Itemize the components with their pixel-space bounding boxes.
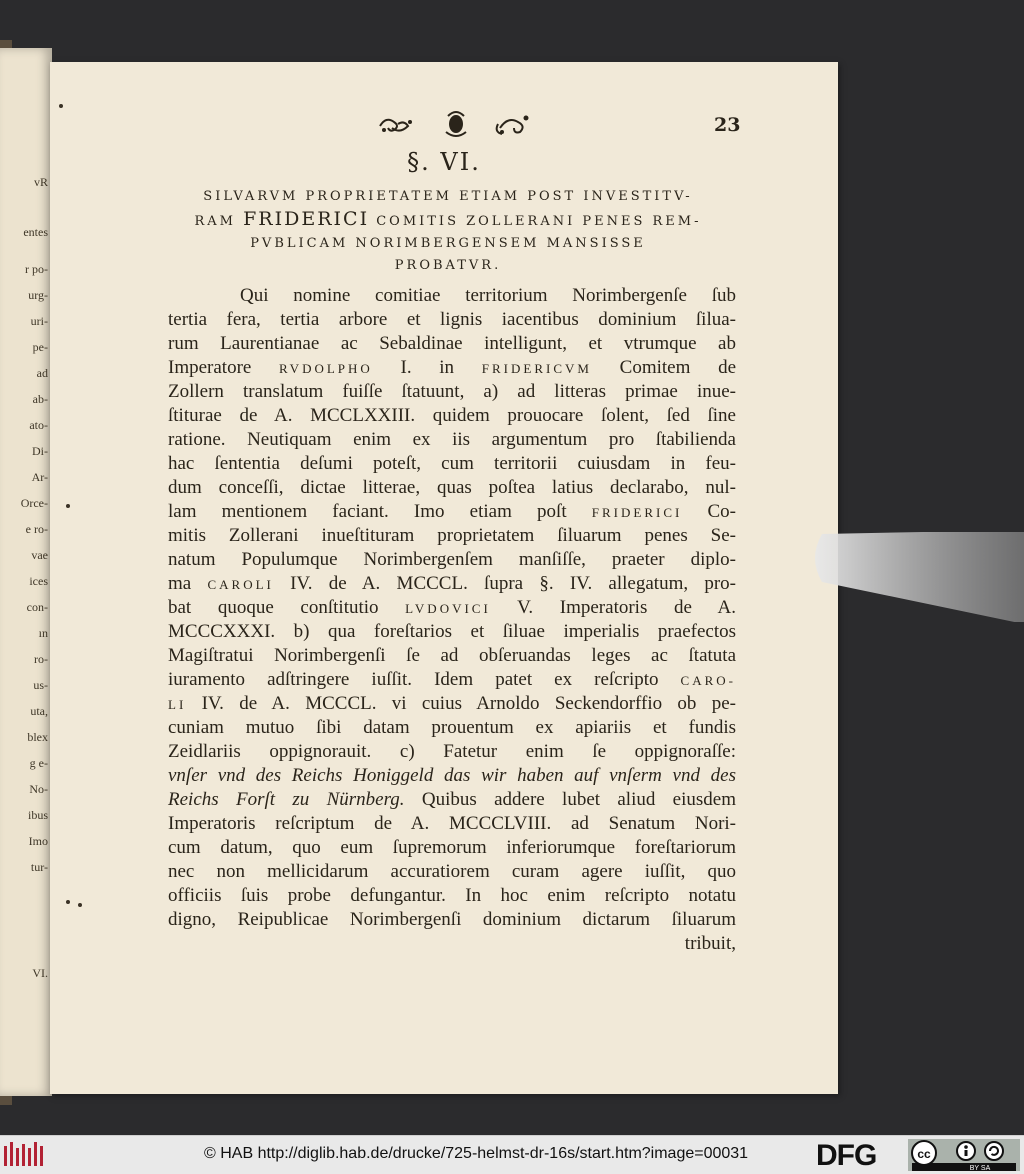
text-line	[168, 716, 736, 740]
text-run: Magiſtratui Norimbergenſi ſe ad obſeruandas leges ac ſtatuta	[168, 645, 736, 666]
text-line	[168, 668, 736, 692]
previous-page-text-fragment: vae	[31, 548, 48, 562]
cc-license-icon[interactable]	[908, 1139, 1020, 1171]
page-number: 23	[714, 114, 741, 136]
previous-page-text-fragment: ab-	[32, 392, 48, 406]
text-run: V. Imperatoris de A.	[490, 597, 736, 618]
text-run: bat quoque conſtitutio	[168, 597, 406, 618]
heading-text: PVBLICAM NORIMBERGENSEM MANSISSE	[250, 236, 646, 251]
previous-page-text-fragment: e ro-	[25, 522, 48, 536]
text-run: IV. de A. MCCCL. ſupra §. IV. allegatum, pro-	[273, 573, 736, 594]
book-clamp-glare	[808, 532, 1024, 622]
previous-page-text-fragment: ın	[38, 626, 48, 640]
heading-text: FRIDERICI	[243, 208, 370, 230]
text-run: dum conceſſi, dictae litterae, quas poſtea latius declarabo, nul-	[168, 477, 736, 498]
text-run: lam mentionem faciant. Imo etiam poſt	[168, 501, 592, 522]
previous-page-text-fragment: urg-	[28, 288, 48, 302]
book-page	[50, 62, 838, 1094]
heading-text: RAM	[194, 214, 244, 229]
text-run: cuniam mutuo ſibi datam prouentum ex apiariis et fundis	[168, 717, 736, 738]
text-run: natum Populumque Norimbergenſem manſiſſe, praeter diplo-	[168, 549, 736, 570]
text-run: Qui nomine comitiae territorium Norimbergenſe ſub	[240, 285, 736, 306]
heading-text: COMITIS ZOLLERANI PENES REM-	[369, 214, 702, 229]
text-run: IV. de A. MCCCL. vi cuius Arnoldo Seckendorffio ob pe-	[186, 693, 736, 714]
text-line	[168, 644, 736, 668]
previous-page-text-fragment: uta,	[30, 704, 48, 718]
text-run: ratione. Neutiquam enim ex iis argumentum pro ſtabilienda	[168, 429, 736, 450]
text-run: Zeidlariis oppignorauit. c) Fatetur enim ſe oppignoraſſe:	[168, 741, 736, 762]
text-line	[168, 908, 736, 932]
footer-copyright-link[interactable]: © HAB http://diglib.hab.de/drucke/725-helmst-dr-16s/start.htm?image=00031	[204, 1145, 749, 1162]
text-line	[168, 620, 736, 644]
previous-page-text-fragment: blex	[27, 730, 48, 744]
heading-text: SILVARVM PROPRIETATEM ETIAM POST INVESTITV-	[203, 189, 693, 204]
dfg-logo: DFG	[816, 1139, 877, 1172]
previous-page-text-fragment: ad	[36, 366, 48, 380]
text-line	[168, 452, 736, 476]
text-run: ſtiturae de A. MCCLXXIII. quidem prouocare ſolent, ſed ſine	[168, 405, 736, 426]
heading-line	[158, 255, 738, 277]
text-line	[168, 884, 736, 908]
text-run: FRIDERICVM	[481, 361, 592, 376]
previous-page-text-fragment: Imo	[28, 834, 48, 848]
text-run: iuramento adſtringere iuſſit. Idem patet ex reſcripto	[168, 669, 681, 690]
text-line	[168, 788, 736, 812]
footer-bar	[0, 1135, 1024, 1174]
previous-page-text-fragment: g e-	[29, 756, 48, 770]
svg-text:BY SA: BY SA	[969, 1165, 991, 1171]
text-run: CARO-	[680, 673, 736, 688]
text-line	[168, 740, 736, 764]
ornament-vignette-icon	[376, 106, 536, 140]
text-run: cum datum, quo eum ſupremorum inferiorumque foreſtariorum	[168, 837, 736, 858]
text-run: digno, Reipublicae Norimbergenſi dominium dictarum ſiluarum	[168, 909, 736, 930]
text-line	[168, 428, 736, 452]
text-line	[168, 284, 736, 308]
text-run: Reichs Forſt zu Nürnberg.	[168, 789, 405, 810]
text-line	[168, 836, 736, 860]
text-line	[168, 524, 736, 548]
text-run: tribuit,	[684, 933, 736, 954]
heading-text: PROBATVR.	[394, 258, 502, 273]
text-line	[168, 404, 736, 428]
text-run: hac ſententia deſumi poteſt, cum territorii cuiusdam in feu-	[168, 453, 736, 474]
previous-page-text-fragment: vR	[33, 175, 48, 189]
text-run: Zollern translatum fuiſſe ſtatuunt, a) ad litteras primae inue-	[168, 381, 736, 402]
hab-logo-icon	[4, 1142, 48, 1168]
text-run: ma	[168, 573, 208, 594]
svg-text:cc: cc	[917, 1147, 931, 1161]
heading-line	[158, 186, 738, 208]
previous-page-text-fragment: ato-	[29, 418, 48, 432]
previous-page-text-fragment: ices	[29, 574, 48, 588]
previous-page-text-fragment: ro-	[34, 652, 48, 666]
text-line	[168, 380, 736, 404]
page-mark	[66, 900, 70, 904]
text-run: LI	[168, 697, 187, 712]
text-line	[168, 932, 736, 956]
previous-page-text-fragment: Di-	[32, 444, 48, 458]
previous-page-text-fragment: r po-	[25, 262, 48, 276]
text-run: mitis Zollerani inueſtituram proprietatem ſiluarum penes Se-	[168, 525, 736, 546]
text-line	[168, 308, 736, 332]
text-run: I. in	[372, 357, 482, 378]
previous-page-text-fragment: Orce-	[20, 496, 48, 510]
text-run: Comitem de	[591, 357, 737, 378]
text-run: MCCCXXXI. b) qua foreſtarios et ſiluae imperialis praefectos	[168, 621, 736, 642]
heading-line	[158, 233, 738, 255]
text-line	[168, 812, 736, 836]
text-run: CAROLI	[207, 577, 274, 592]
text-run: RVDOLPHO	[279, 361, 373, 376]
previous-page-text-fragment: Ar-	[31, 470, 48, 484]
page-mark	[78, 903, 82, 907]
text-run: Imperatore	[168, 357, 280, 378]
text-line	[168, 692, 736, 716]
previous-page-text-fragment: pe-	[32, 340, 48, 354]
text-line	[168, 860, 736, 884]
text-line	[168, 500, 736, 524]
text-run: FRIDERICI	[591, 505, 683, 520]
text-run: Imperatoris reſcriptum de A. MCCCLVIII. ad Senatum Nori-	[168, 813, 736, 834]
text-run: LVDOVICI	[405, 601, 491, 616]
page-mark	[59, 104, 63, 108]
section-heading: §. VI.	[407, 148, 481, 176]
text-line	[168, 764, 736, 788]
previous-page-text-fragment: uri-	[30, 314, 48, 328]
text-run: Co-	[682, 501, 736, 522]
previous-page-text-fragment: entes	[23, 225, 48, 239]
previous-page-edge	[0, 48, 52, 1096]
text-line	[168, 596, 736, 620]
previous-page-text-fragment: VI.	[32, 966, 48, 980]
previous-page-text-fragment: ibus	[27, 808, 48, 822]
text-run: tertia fera, tertia arbore et lignis iacentibus dominium ſilua-	[168, 309, 736, 330]
text-run: rum Laurentianae ac Sebaldinae intelligunt, et vtrumque ab	[168, 333, 736, 354]
text-line	[168, 356, 736, 380]
previous-page-text-fragment: No-	[29, 782, 48, 796]
chapter-heading	[158, 186, 738, 277]
body-text	[168, 284, 736, 956]
text-line	[168, 332, 736, 356]
text-run: officiis ſuis probe defungantur. In hoc enim reſcripto notatu	[168, 885, 736, 906]
previous-page-text-fragment: con-	[26, 600, 48, 614]
previous-page-text-fragment: tur-	[30, 860, 48, 874]
text-line	[168, 572, 736, 596]
text-run: Quibus addere lubet aliud eiusdem	[404, 789, 736, 810]
text-run: vnſer vnd des Reichs Honiggeld das wir haben auf vnſerm vnd des	[168, 765, 736, 786]
heading-line	[158, 208, 738, 233]
text-run: nec non mellicidarum accuratiorem curam agere iuſſit, quo	[168, 861, 736, 882]
text-line	[168, 548, 736, 572]
page-mark	[66, 504, 70, 508]
text-line	[168, 476, 736, 500]
previous-page-text-fragment: us-	[33, 678, 48, 692]
